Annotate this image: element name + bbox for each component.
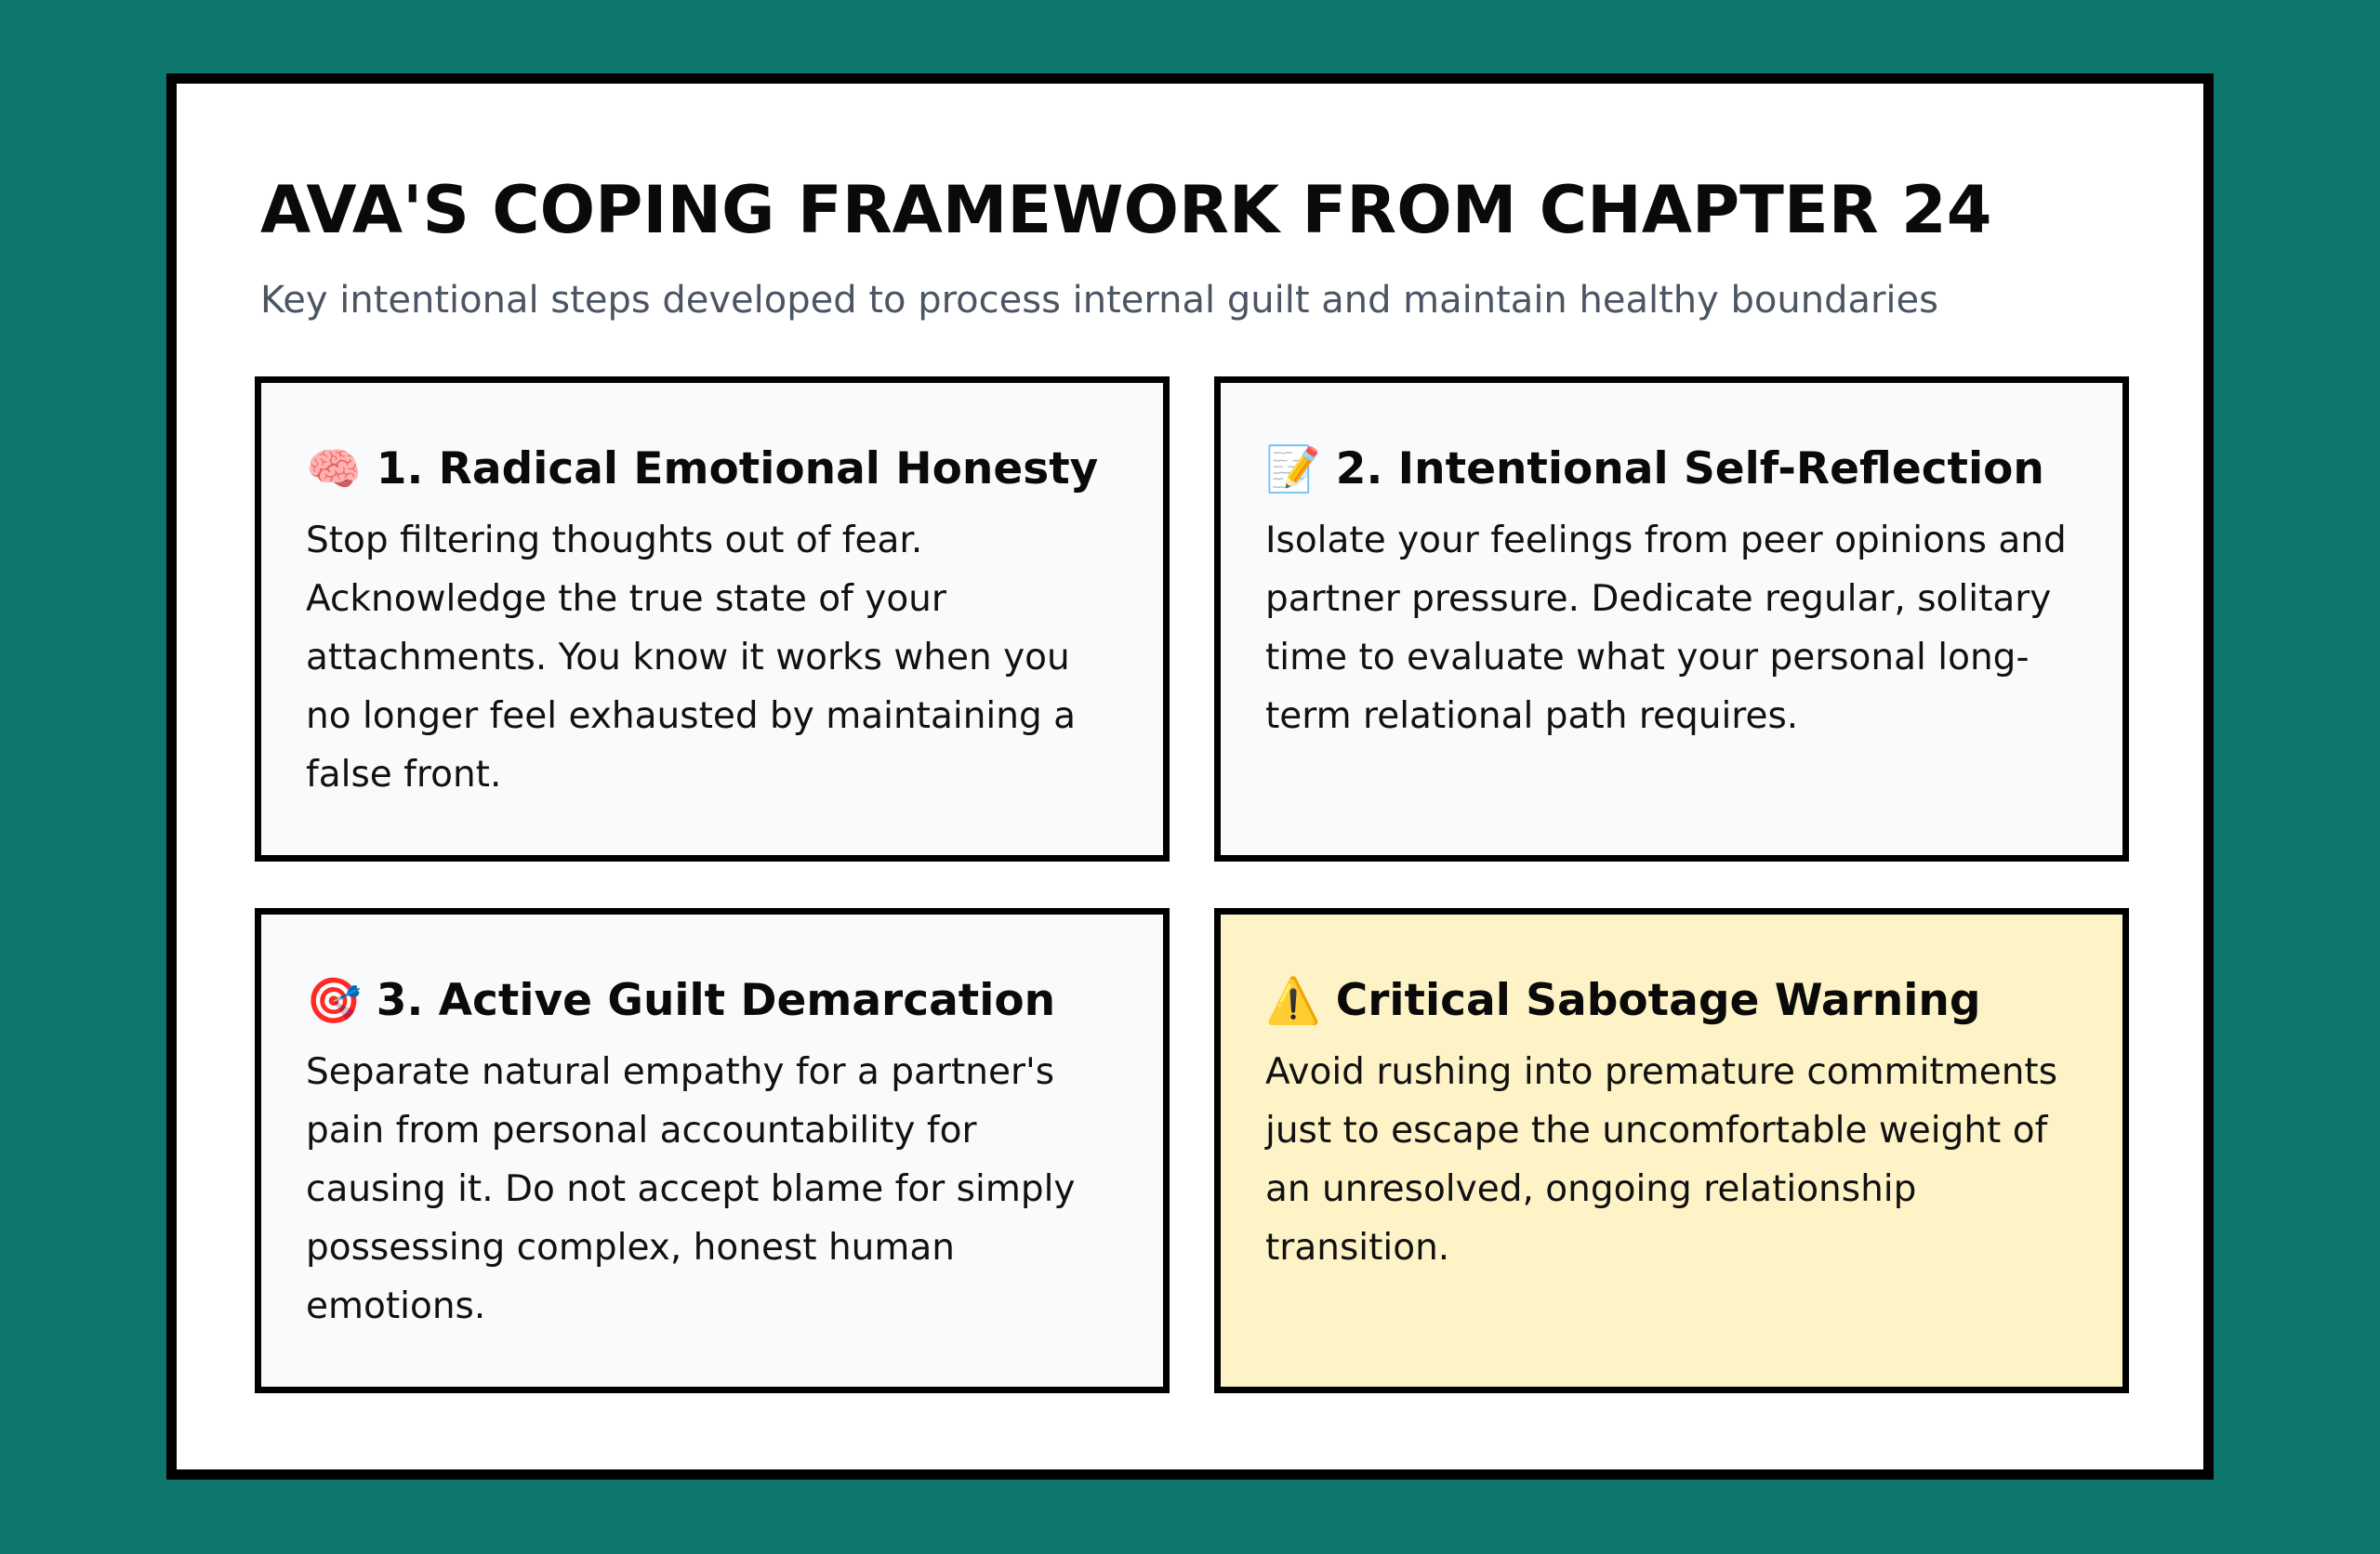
card-active-guilt-demarcation <box>255 908 1170 1393</box>
card-header <box>306 437 1118 502</box>
card-body: Stop filtering thoughts out of fear. Acknowledge the true state of your attachments. You know it works when you no longer feel exhausted by maintaining a false front. <box>306 520 1077 796</box>
card-body: Isolate your feelings from peer opinions and partner pressure. Dedicate regular, solitary time to evaluate what your personal long-term relational path requires. <box>1265 520 2067 737</box>
card-title: 2. Intentional Self-Reflection <box>1335 443 2044 494</box>
card-header <box>306 968 1118 1034</box>
memo-icon: 📝 <box>1265 443 1321 495</box>
page-subtitle: Key intentional steps developed to process internal guilt and maintain healthy boundaries <box>260 279 1938 322</box>
card-header <box>1265 968 2078 1034</box>
card-header <box>1265 437 2078 502</box>
target-icon: 🎯 <box>306 975 362 1027</box>
warning-icon: ⚠️ <box>1265 975 1321 1027</box>
card-intentional-self-reflection <box>1214 376 2129 862</box>
card-title: 1. Radical Emotional Honesty <box>376 443 1099 494</box>
card-body: Avoid rushing into premature commitments just to escape the uncomfortable weight of an unresolved, ongoing relationship transition. <box>1265 1051 2058 1269</box>
card-body: Separate natural empathy for a partner's pain from personal accountability for causing it. Do not accept blame for simply possessing complex, honest human emotions. <box>306 1051 1076 1327</box>
card-radical-emotional-honesty <box>255 376 1170 862</box>
card-title: 3. Active Guilt Demarcation <box>376 975 1056 1026</box>
card-critical-sabotage-warning <box>1214 908 2129 1393</box>
framework-panel <box>166 73 2214 1480</box>
page-title: AVA'S COPING FRAMEWORK FROM CHAPTER 24 <box>260 172 1992 248</box>
brain-icon: 🧠 <box>306 443 362 495</box>
card-title: Critical Sabotage Warning <box>1335 975 1981 1026</box>
